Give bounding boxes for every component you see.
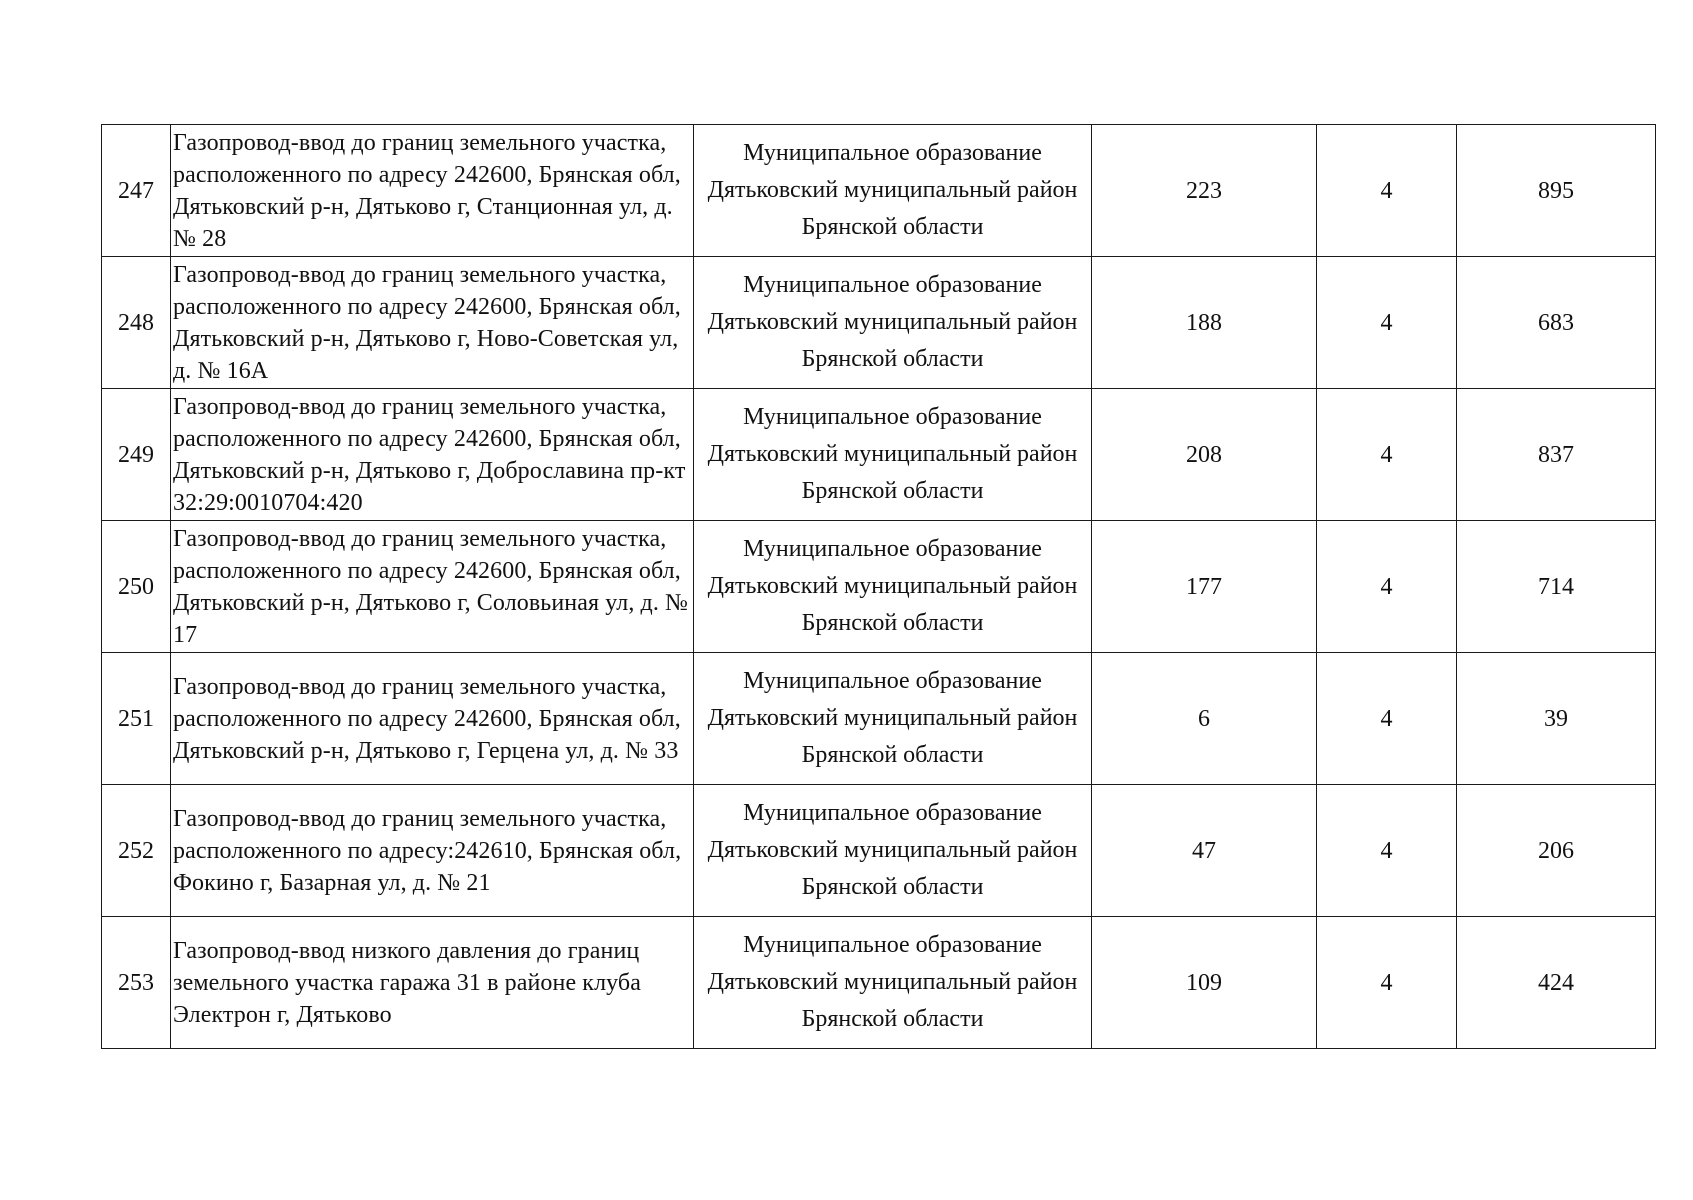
document-page [101, 124, 1655, 1049]
object-description: Газопровод-ввод до границ земельного участка, расположенного по адресу 242600, Брянская обл, Дятьковский р-н, Дятьково г, Герцена ул, д. № 33 [171, 653, 694, 785]
object-description: Газопровод-ввод до границ земельного участка, расположенного по адресу 242600, Брянская обл, Дятьковский р-н, Дятьково г, Ново-Советская ул, д. № 16А [171, 257, 694, 389]
value-column-2: 4 [1317, 521, 1457, 653]
value-column-1: 223 [1092, 125, 1317, 257]
row-number: 253 [102, 917, 171, 1049]
value-column-3: 206 [1457, 785, 1656, 917]
value-column-1: 177 [1092, 521, 1317, 653]
value-column-1: 208 [1092, 389, 1317, 521]
object-description: Газопровод-ввод до границ земельного участка, расположенного по адресу 242600, Брянская обл, Дятьковский р-н, Дятьково г, Соловьиная ул, д. № 17 [171, 521, 694, 653]
object-description: Газопровод-ввод низкого давления до границ земельного участка гаража 31 в районе клуба Электрон г, Дятьково [171, 917, 694, 1049]
object-description: Газопровод-ввод до границ земельного участка, расположенного по адресу 242600, Брянская обл, Дятьковский р-н, Дятьково г, Доброславина пр-кт 32:29:0010704:420 [171, 389, 694, 521]
owner-name: Муниципальное образование Дятьковский муниципальный район Брянской области [694, 917, 1092, 1049]
owner-name: Муниципальное образование Дятьковский муниципальный район Брянской области [694, 257, 1092, 389]
owner-name: Муниципальное образование Дятьковский муниципальный район Брянской области [694, 653, 1092, 785]
value-column-2: 4 [1317, 389, 1457, 521]
value-column-2: 4 [1317, 653, 1457, 785]
owner-name: Муниципальное образование Дятьковский муниципальный район Брянской области [694, 125, 1092, 257]
table-row [102, 653, 1656, 785]
registry-table [101, 124, 1656, 1049]
value-column-3: 683 [1457, 257, 1656, 389]
row-number: 250 [102, 521, 171, 653]
value-column-1: 109 [1092, 917, 1317, 1049]
value-column-2: 4 [1317, 917, 1457, 1049]
table-row [102, 257, 1656, 389]
value-column-2: 4 [1317, 785, 1457, 917]
value-column-3: 837 [1457, 389, 1656, 521]
owner-name: Муниципальное образование Дятьковский муниципальный район Брянской области [694, 389, 1092, 521]
row-number: 252 [102, 785, 171, 917]
table-row [102, 125, 1656, 257]
value-column-2: 4 [1317, 125, 1457, 257]
table-row [102, 785, 1656, 917]
table-row [102, 917, 1656, 1049]
value-column-3: 714 [1457, 521, 1656, 653]
row-number: 248 [102, 257, 171, 389]
row-number: 247 [102, 125, 171, 257]
owner-name: Муниципальное образование Дятьковский муниципальный район Брянской области [694, 785, 1092, 917]
value-column-3: 39 [1457, 653, 1656, 785]
value-column-3: 424 [1457, 917, 1656, 1049]
row-number: 249 [102, 389, 171, 521]
value-column-1: 188 [1092, 257, 1317, 389]
row-number: 251 [102, 653, 171, 785]
value-column-3: 895 [1457, 125, 1656, 257]
owner-name: Муниципальное образование Дятьковский муниципальный район Брянской области [694, 521, 1092, 653]
value-column-1: 6 [1092, 653, 1317, 785]
table-row [102, 521, 1656, 653]
value-column-2: 4 [1317, 257, 1457, 389]
object-description: Газопровод-ввод до границ земельного участка, расположенного по адресу 242600, Брянская обл, Дятьковский р-н, Дятьково г, Станционная ул, д. № 28 [171, 125, 694, 257]
object-description: Газопровод-ввод до границ земельного участка, расположенного по адресу:242610, Брянская обл, Фокино г, Базарная ул, д. № 21 [171, 785, 694, 917]
value-column-1: 47 [1092, 785, 1317, 917]
table-row [102, 389, 1656, 521]
